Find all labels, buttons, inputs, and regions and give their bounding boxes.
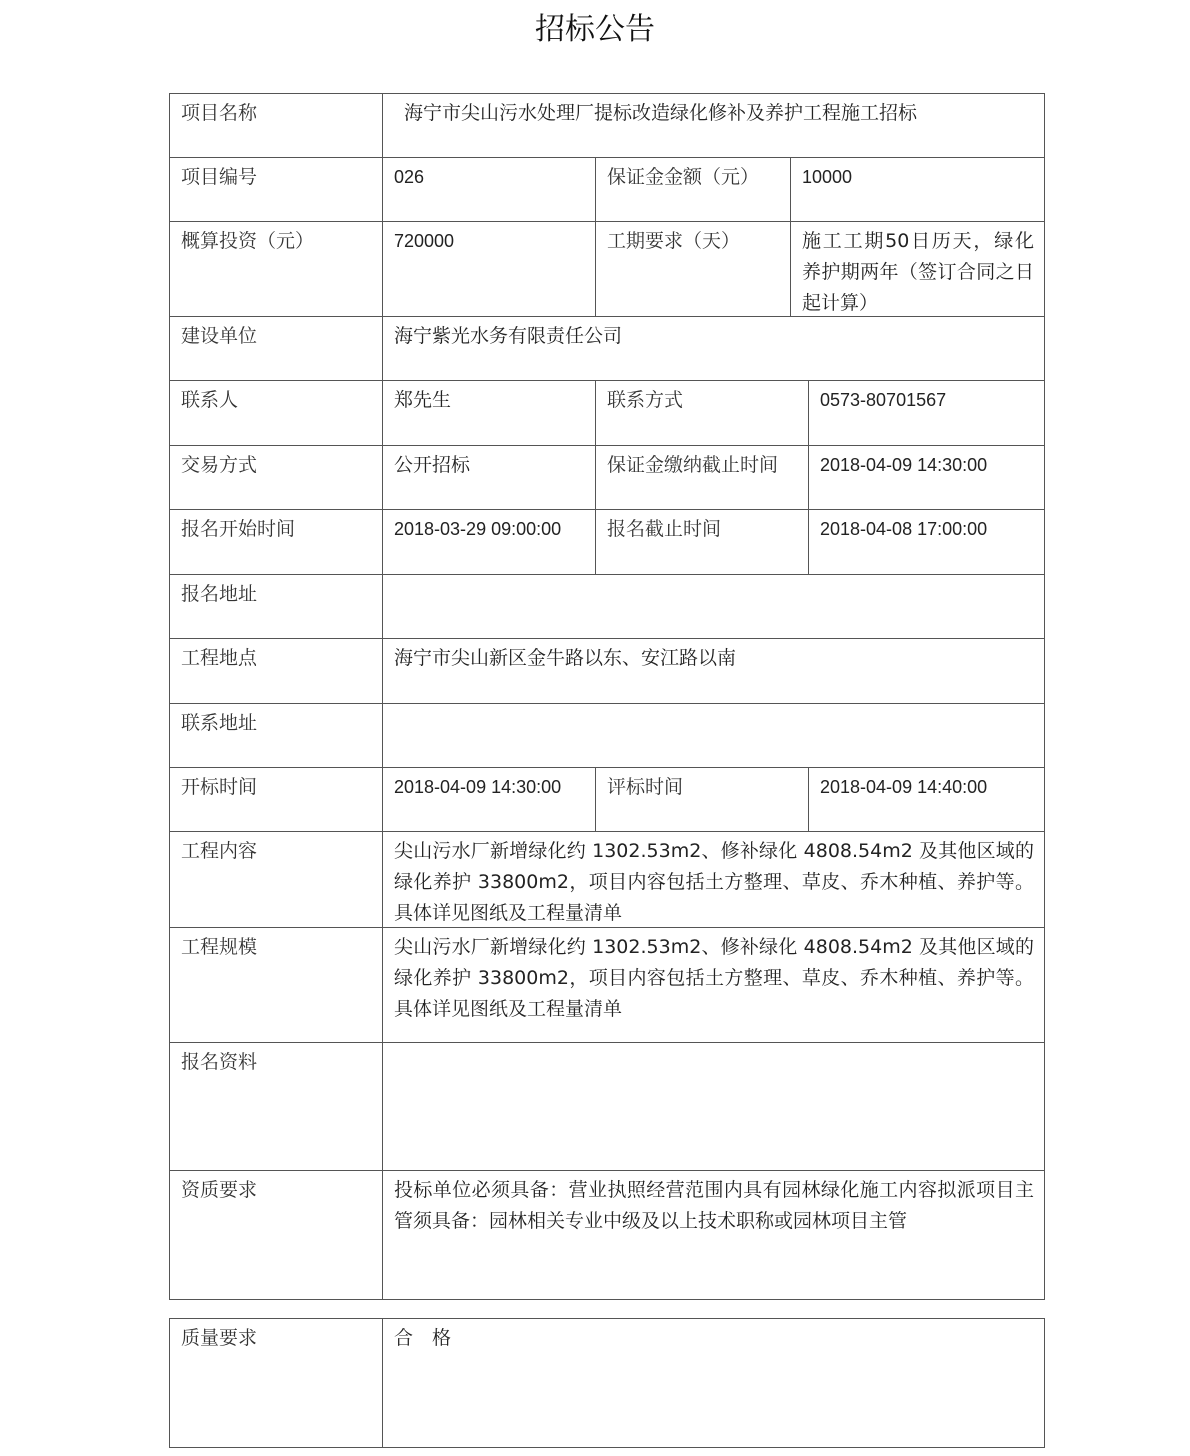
label-opening: 开标时间: [169, 767, 383, 832]
label-quality: 质量要求: [169, 1318, 383, 1448]
value-signup-address: [382, 574, 1045, 639]
value-signup-end: 2018-04-08 17:00:00: [808, 509, 1045, 575]
value-content: 尖山污水厂新增绿化约 1302.53m2、修补绿化 4808.54m2 及其他区域的绿化养护 33800m2，项目内容包括土方整理、草皮、乔木种植、养护等。具体详见图纸及工程量清单: [382, 831, 1045, 928]
label-builder: 建设单位: [169, 316, 383, 381]
value-evaluation: 2018-04-09 14:40:00: [808, 767, 1045, 832]
label-site: 工程地点: [169, 638, 383, 704]
label-content: 工程内容: [169, 831, 383, 928]
value-qualification: 投标单位必须具备：营业执照经营范围内具有园林绿化施工内容拟派项目主管须具备：园林相关专业中级及以上技术职称或园林项目主管: [382, 1170, 1045, 1300]
value-contact: 郑先生: [382, 380, 596, 446]
value-scale: 尖山污水厂新增绿化约 1302.53m2、修补绿化 4808.54m2 及其他区域的绿化养护 33800m2，项目内容包括土方整理、草皮、乔木种植、养护等。具体详见图纸及工程量清单: [382, 927, 1045, 1043]
value-contact-address: [382, 703, 1045, 768]
value-trade: 公开招标: [382, 445, 596, 510]
label-contact: 联系人: [169, 380, 383, 446]
value-opening: 2018-04-09 14:30:00: [382, 767, 596, 832]
label-duration: 工期要求（天）: [595, 221, 791, 317]
label-project-name: 项目名称: [169, 93, 383, 158]
label-qualification: 资质要求: [169, 1170, 383, 1300]
value-budget: 720000: [382, 221, 596, 317]
label-scale: 工程规模: [169, 927, 383, 1043]
label-deposit-deadline: 保证金缴纳截止时间: [595, 445, 809, 510]
document-title: 招标公告: [535, 12, 655, 47]
label-trade: 交易方式: [169, 445, 383, 510]
label-project-no: 项目编号: [169, 157, 383, 222]
value-project-no: 026: [382, 157, 596, 222]
value-deposit: 10000: [790, 157, 1045, 222]
value-signup-start: 2018-03-29 09:00:00: [382, 509, 596, 575]
value-contact-method: 0573-80701567: [808, 380, 1045, 446]
label-contact-method: 联系方式: [595, 380, 809, 446]
label-contact-address: 联系地址: [169, 703, 383, 768]
label-evaluation: 评标时间: [595, 767, 809, 832]
value-duration: 施工工期50日历天，绿化养护期两年（签订合同之日起计算）: [790, 221, 1045, 317]
value-builder: 海宁紫光水务有限责任公司: [382, 316, 1045, 381]
value-quality: 合 格: [382, 1318, 1045, 1448]
label-materials: 报名资料: [169, 1042, 383, 1171]
value-project-name: 海宁市尖山污水处理厂提标改造绿化修补及养护工程施工招标: [382, 93, 1045, 158]
value-deposit-deadline: 2018-04-09 14:30:00: [808, 445, 1045, 510]
label-deposit: 保证金金额（元）: [595, 157, 791, 222]
label-signup-address: 报名地址: [169, 574, 383, 639]
label-budget: 概算投资（元）: [169, 221, 383, 317]
value-site: 海宁市尖山新区金牛路以东、安江路以南: [382, 638, 1045, 704]
value-materials: [382, 1042, 1045, 1171]
label-signup-start: 报名开始时间: [169, 509, 383, 575]
label-signup-end: 报名截止时间: [595, 509, 809, 575]
